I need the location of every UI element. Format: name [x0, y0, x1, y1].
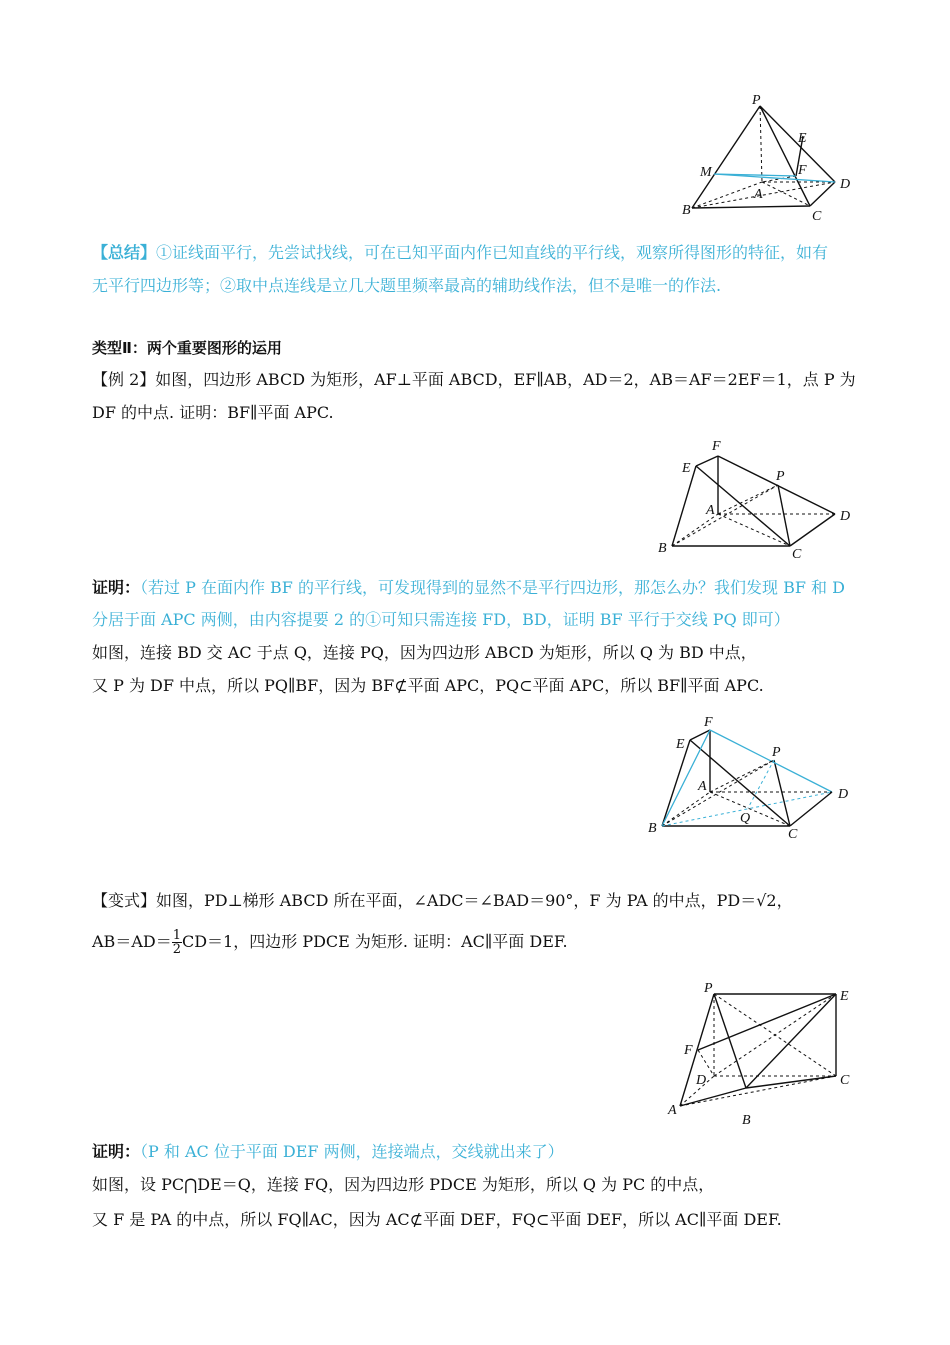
fig2-label: P	[776, 469, 785, 484]
fig2-label: D	[840, 509, 851, 524]
example2-proof-hint-2: 分居于面 APC 两侧，由内容提要 2 的①可知只需连接 FD，BD，证明 BF 平行于交线 PQ 即可）	[92, 610, 790, 629]
fig1-label: B	[682, 203, 691, 218]
figure-example2	[650, 436, 860, 561]
fig2-label: E	[682, 461, 691, 476]
fig2-label: A	[706, 503, 715, 518]
fig4-label: C	[840, 1073, 850, 1088]
fig4-label: F	[684, 1043, 693, 1058]
fig2-label: B	[658, 541, 667, 556]
fig1-label: A	[754, 187, 763, 202]
fig3-label: C	[788, 827, 798, 842]
example2-proof-hint-1: 证明：（若过 P 在面内作 BF 的平行线，可发现得到的显然不是平行四边形，那怎么办？我们发现 BF 和 D	[92, 578, 845, 597]
fig3-label: B	[648, 821, 657, 836]
fig3-label: D	[838, 787, 849, 802]
fig4-label: P	[704, 981, 713, 996]
variant-proof-hint: 证明：（P 和 AC 位于平面 DEF 两侧，连接端点，交线就出来了）	[92, 1142, 564, 1161]
fig4-label: A	[668, 1103, 677, 1118]
fig1-label: P	[752, 93, 761, 108]
fig1-label: C	[812, 209, 822, 224]
proof-label: 证明：	[92, 1142, 141, 1161]
variant-line-1: 【变式】如图，PD⊥梯形 ABCD 所在平面，∠ADC＝∠BAD＝90°，F 为 PA 的中点，PD＝√2，	[92, 891, 793, 910]
example2-line-1: 【例 2】如图，四边形 ABCD 为矩形，AF⊥平面 ABCD，EF∥AB，AD＝2，AB＝AF＝2EF＝1，点 P 为	[92, 370, 856, 389]
proof-label: 证明：	[92, 578, 141, 597]
fig3-label: A	[698, 779, 707, 794]
fig1-label: D	[840, 177, 851, 192]
fig4-label: B	[742, 1113, 751, 1128]
fig3-label: P	[772, 745, 781, 760]
fig4-label: E	[840, 989, 849, 1004]
fig3-label: F	[704, 715, 713, 730]
summary-tag: 【总结】	[92, 243, 157, 262]
fig2-label: C	[792, 547, 802, 561]
section-heading-type2: 类型Ⅱ：两个重要图形的运用	[92, 339, 282, 357]
summary-line-2: 无平行四边形等；②取中点连线是立几大题里频率最高的辅助线作法，但不是唯一的作法.	[92, 276, 722, 295]
example2-step-2: 又 P 为 DF 中点，所以 PQ∥BF，因为 BF⊄平面 APC，PQ⊂平面 APC，所以 BF∥平面 APC.	[92, 676, 764, 695]
figure-example2-proof	[640, 712, 860, 842]
fig2-label: F	[712, 439, 721, 454]
variant-line-2: AB＝AD＝ $\frac{1}{2}$ CD＝1，四边形 PDCE 为矩形. 证明：AC∥平面 DEF.	[92, 928, 568, 957]
variant-step-1: 如图，设 PC⋂DE＝Q，连接 FQ，因为四边形 PDCE 为矩形，所以 Q 为 PC 的中点，	[92, 1175, 715, 1194]
fig1-label: F	[798, 163, 807, 178]
fraction-one-half: $\frac{1}{2}$	[172, 928, 181, 957]
example2-line-2: DF 的中点. 证明：BF∥平面 APC.	[92, 403, 334, 422]
fig4-label: D	[696, 1073, 707, 1088]
example2-step-1: 如图，连接 BD 交 AC 于点 Q，连接 PQ，因为四边形 ABCD 为矩形，所以 Q 为 BD 中点，	[92, 643, 757, 662]
fig3-label: E	[676, 737, 685, 752]
summary-line-1: 【总结】①证线面平行，先尝试找线，可在已知平面内作已知直线的平行线，观察所得图形的特征，如有	[92, 243, 829, 262]
fig3-label: Q	[740, 811, 751, 826]
fig1-label: M	[700, 165, 712, 180]
variant-step-2: 又 F 是 PA 的中点，所以 FQ∥AC，因为 AC⊄平面 DEF，FQ⊂平面 DEF，所以 AC∥平面 DEF.	[92, 1210, 782, 1229]
fig1-label: E	[798, 131, 807, 146]
figure-pyramid	[670, 90, 870, 230]
figure-variant	[660, 978, 860, 1128]
